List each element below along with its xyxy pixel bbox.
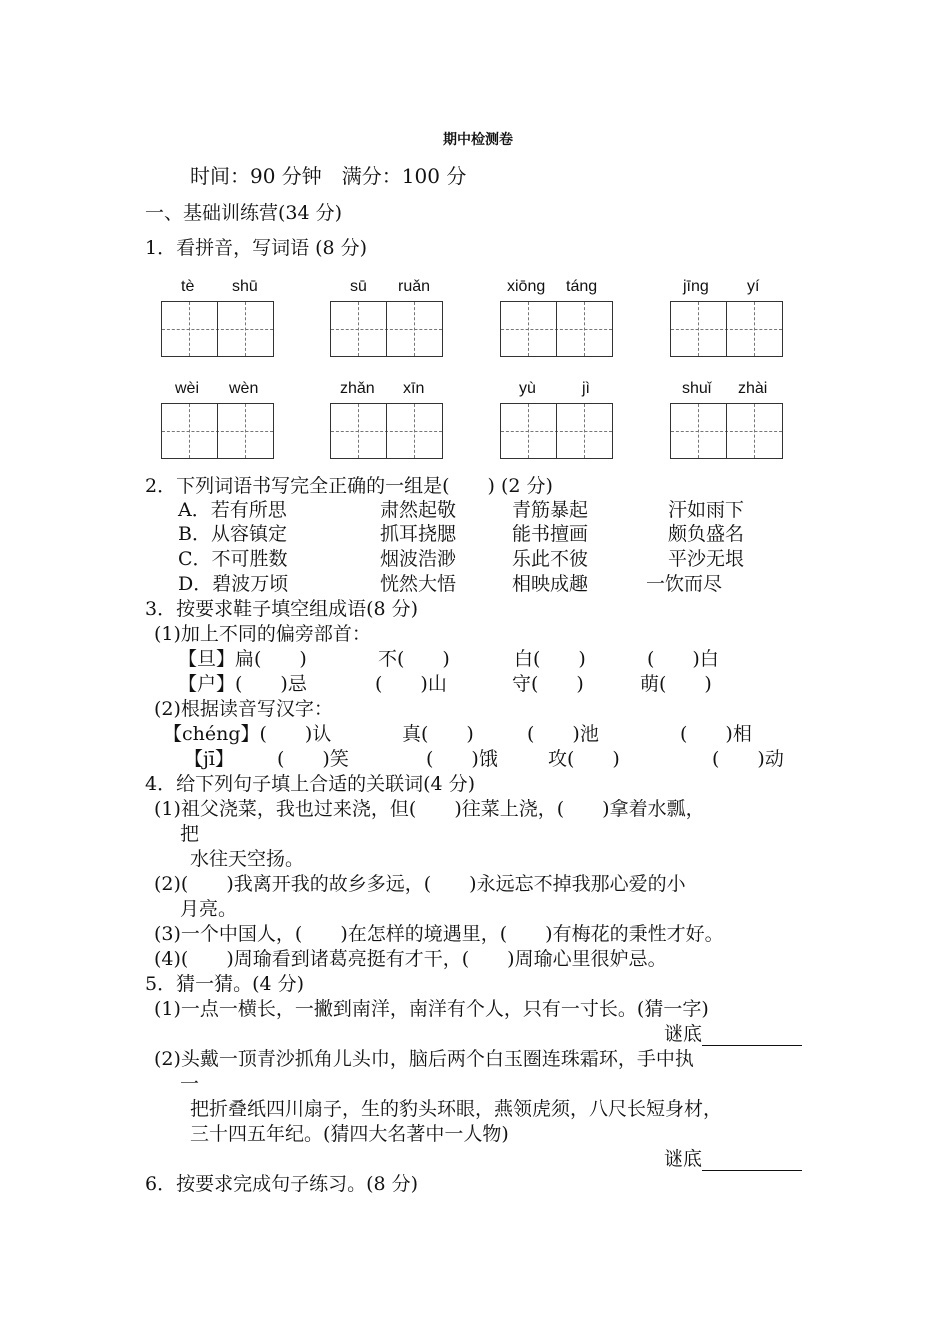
- fill-item: 真( ): [402, 723, 474, 745]
- writing-grid[interactable]: [500, 301, 613, 357]
- fill-item: ( )动: [712, 748, 784, 770]
- page-title: 期中检测卷: [443, 132, 513, 148]
- answer-label: 谜底: [664, 1148, 703, 1170]
- q4-heading: 4．给下列句子填上合适的关联词(4 分): [145, 773, 476, 795]
- writing-grid[interactable]: [670, 403, 783, 459]
- sentence: (4)( )周瑜看到诸葛亮挺有才干，( )周瑜心里很妒忌。: [154, 948, 667, 970]
- sentence: (1)祖父浇菜，我也过来浇，但( )往菜上浇，( )拿着水瓢，: [154, 798, 705, 820]
- pinyin: zhǎn: [340, 380, 375, 397]
- writing-grid[interactable]: [330, 301, 443, 357]
- sentence: 把: [180, 823, 200, 845]
- sentence: 月亮。: [180, 898, 238, 920]
- pinyin: yù: [519, 380, 536, 397]
- writing-grid[interactable]: [330, 403, 443, 459]
- answer-line[interactable]: [664, 1022, 802, 1046]
- pinyin: jì: [582, 380, 590, 397]
- fill-item: 攻( ): [548, 748, 620, 770]
- option-word: 恍然大悟: [380, 573, 457, 595]
- writing-grid[interactable]: [670, 301, 783, 357]
- pinyin: tè: [181, 278, 195, 295]
- fill-item: 【旦】扁( ): [178, 648, 307, 670]
- q1-heading: 1．看拼音，写词语 (8 分): [145, 237, 368, 259]
- exam-meta: 时间：90 分钟 满分：100 分: [190, 164, 467, 188]
- answer-label: 谜底: [664, 1023, 703, 1045]
- pinyin: wèi: [175, 380, 200, 397]
- q3-part1: (1)加上不同的偏旁部首：: [154, 623, 371, 645]
- option-word: 乐此不彼: [512, 548, 589, 570]
- option-word: 颇负盛名: [668, 523, 745, 545]
- pinyin: shuǐ: [682, 380, 712, 397]
- fill-item: ( )相: [680, 723, 752, 745]
- fill-item: 【户】( )忌: [178, 673, 307, 695]
- pinyin: xīn: [403, 380, 425, 397]
- writing-grid[interactable]: [161, 301, 274, 357]
- option-word: 汗如雨下: [668, 499, 745, 521]
- answer-line[interactable]: [664, 1147, 802, 1171]
- fill-item: 【chéng】( )认: [163, 723, 332, 745]
- sentence: (3)一个中国人，( )在怎样的境遇里，( )有梅花的秉性才好。: [154, 923, 724, 945]
- fill-item: 守( ): [512, 673, 584, 695]
- fill-item: 【jī】: [184, 748, 234, 770]
- answer-blank[interactable]: [702, 1152, 802, 1171]
- pinyin: yí: [747, 278, 760, 295]
- pinyin: wèn: [229, 380, 259, 397]
- fill-item: 萌( ): [640, 673, 712, 695]
- option-word: 烟波浩渺: [380, 548, 457, 570]
- riddle: 三十四五年纪。(猜四大名著中一人物): [190, 1123, 509, 1145]
- pinyin: zhài: [738, 380, 768, 397]
- q2-heading: 2．下列词语书写完全正确的一组是( ) (2 分): [145, 475, 553, 497]
- fill-item: 白( ): [514, 648, 586, 670]
- sentence: (2)( )我离开我的故乡多远，( )永远忘不掉我那心爱的小: [154, 873, 686, 895]
- answer-blank[interactable]: [702, 1027, 802, 1046]
- fill-item: ( )山: [375, 673, 447, 695]
- option-word: 平沙无垠: [668, 548, 745, 570]
- option-word: 能书擅画: [512, 523, 589, 545]
- pinyin: ruǎn: [398, 278, 431, 295]
- option-word: 相映成趣: [512, 573, 589, 595]
- option-word: 肃然起敬: [380, 499, 457, 521]
- pinyin: shū: [232, 278, 258, 295]
- pinyin: sū: [350, 278, 367, 295]
- fill-item: 不( ): [378, 648, 450, 670]
- fill-item: ( )池: [527, 723, 599, 745]
- section-heading: 一、基础训练营(34 分): [145, 202, 343, 224]
- q6-heading: 6．按要求完成句子练习。(8 分): [145, 1173, 419, 1195]
- fill-item: ( )饿: [426, 748, 498, 770]
- pinyin: jīng: [683, 278, 709, 295]
- option-label: B．从容镇定: [178, 523, 287, 545]
- q3-part2: (2)根据读音写汉字：: [154, 698, 333, 720]
- option-label: D．碧波万顷: [178, 573, 289, 595]
- q5-heading: 5．猜一猜。(4 分): [145, 973, 305, 995]
- fill-item: ( )笑: [277, 748, 349, 770]
- pinyin: táng: [566, 278, 598, 295]
- riddle: (1)一点一横长，一撇到南洋，南洋有个人，只有一寸长。(猜一字): [154, 998, 709, 1020]
- pinyin: xiōng: [507, 278, 546, 295]
- riddle: (2)头戴一顶青沙抓角儿头巾，脑后两个白玉圈连珠霜环，手中执: [154, 1048, 694, 1070]
- riddle: 把折叠纸四川扇子，生的豹头环眼，燕领虎须，八尺长短身材，: [190, 1098, 723, 1120]
- sentence: 水往天空扬。: [190, 848, 305, 870]
- option-word: 一饮而尽: [646, 573, 723, 595]
- option-word: 青筋暴起: [512, 499, 589, 521]
- writing-grid[interactable]: [500, 403, 613, 459]
- writing-grid[interactable]: [161, 403, 274, 459]
- option-label: C．不可胜数: [178, 548, 288, 570]
- riddle: 一: [180, 1073, 200, 1095]
- q3-heading: 3．按要求鞋子填空组成语(8 分): [145, 598, 419, 620]
- option-word: 抓耳挠腮: [380, 523, 457, 545]
- fill-item: ( )白: [647, 648, 719, 670]
- option-label: A．若有所思: [178, 499, 287, 521]
